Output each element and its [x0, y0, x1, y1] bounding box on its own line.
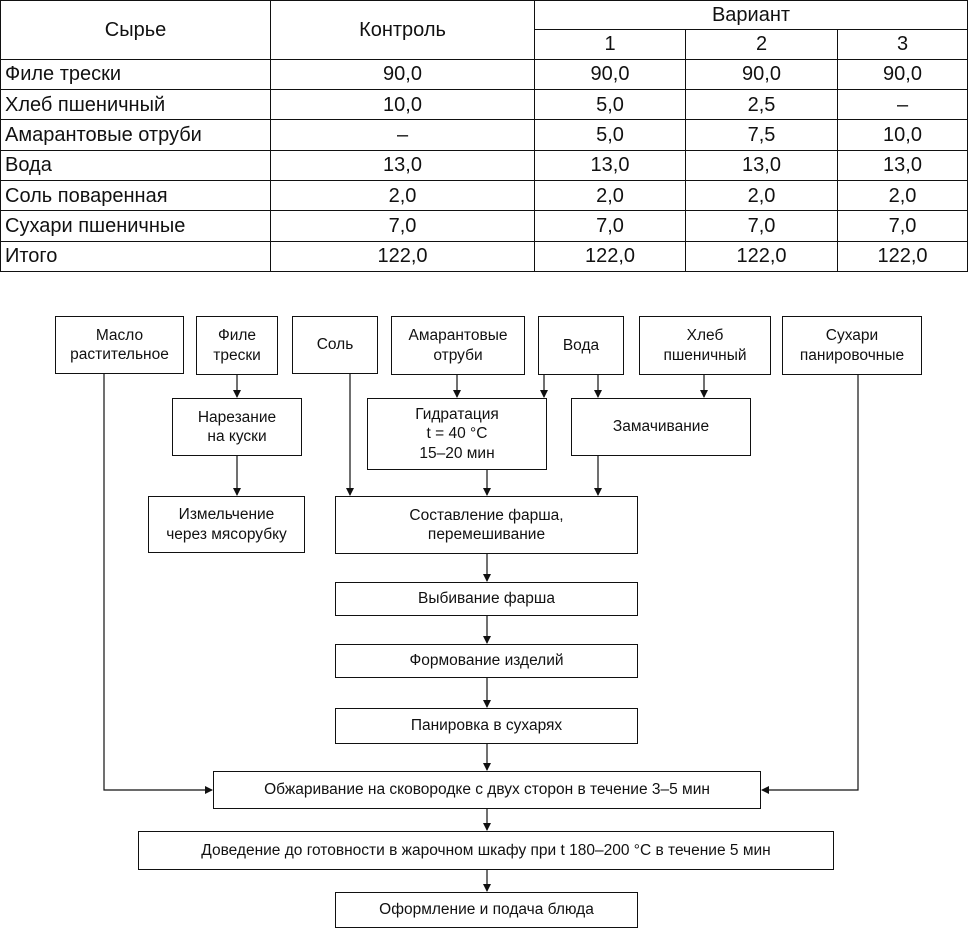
- cell-v3: 7,0: [838, 211, 968, 241]
- row-name: Амарантовые отруби: [1, 120, 271, 150]
- cell-v3: –: [838, 89, 968, 119]
- cell-v2: 7,0: [686, 211, 838, 241]
- step-soaking: Замачивание: [571, 398, 751, 456]
- cell-control: 7,0: [271, 211, 535, 241]
- row-name: Хлеб пшеничный: [1, 89, 271, 119]
- header-variant-2: 2: [686, 30, 838, 59]
- step-serving: Оформление и подача блюда: [335, 892, 638, 928]
- cell-v1: 90,0: [535, 59, 686, 89]
- cell-v3: 2,0: [838, 180, 968, 210]
- cell-v2: 13,0: [686, 150, 838, 180]
- cell-v3: 122,0: [838, 241, 968, 271]
- cell-v2: 2,0: [686, 180, 838, 210]
- input-bread: Хлеб пшеничный: [639, 316, 771, 375]
- header-variant-1: 1: [535, 30, 686, 59]
- row-name: Вода: [1, 150, 271, 180]
- input-cod: Филе трески: [196, 316, 278, 375]
- cell-v1: 13,0: [535, 150, 686, 180]
- cell-control: 2,0: [271, 180, 535, 210]
- step-cutting: Нарезание на куски: [172, 398, 302, 456]
- step-beating: Выбивание фарша: [335, 582, 638, 616]
- cell-v1: 2,0: [535, 180, 686, 210]
- cell-control: 13,0: [271, 150, 535, 180]
- step-breading: Панировка в сухарях: [335, 708, 638, 744]
- cell-v3: 13,0: [838, 150, 968, 180]
- row-name: Сухари пшеничные: [1, 211, 271, 241]
- row-name: Соль поваренная: [1, 180, 271, 210]
- header-variant: Вариант: [535, 1, 968, 30]
- cell-v2: 2,5: [686, 89, 838, 119]
- step-hydration: Гидратация t = 40 °С 15–20 мин: [367, 398, 547, 470]
- cell-v3: 90,0: [838, 59, 968, 89]
- cell-v1: 5,0: [535, 89, 686, 119]
- cell-v2: 122,0: [686, 241, 838, 271]
- step-frying: Обжаривание на сковородке с двух сторон в течение 3–5 мин: [213, 771, 761, 809]
- cell-v2: 90,0: [686, 59, 838, 89]
- input-salt: Соль: [292, 316, 378, 374]
- row-name: Итого: [1, 241, 271, 271]
- cell-control: 122,0: [271, 241, 535, 271]
- step-forming: Формование изделий: [335, 644, 638, 678]
- row-name: Филе трески: [1, 59, 271, 89]
- header-raw: Сырье: [1, 1, 271, 60]
- step-mincing: Измельчение через мясорубку: [148, 496, 305, 553]
- cell-v1: 5,0: [535, 120, 686, 150]
- input-oil: Масло растительное: [55, 316, 184, 374]
- header-control: Контроль: [271, 1, 535, 60]
- cell-v1: 122,0: [535, 241, 686, 271]
- input-crumbs: Сухари панировочные: [782, 316, 922, 375]
- cell-v2: 7,5: [686, 120, 838, 150]
- cell-control: –: [271, 120, 535, 150]
- step-finishing: Доведение до готовности в жарочном шкафу при t 180–200 °С в течение 5 мин: [138, 831, 834, 870]
- input-amaranth: Амарантовые отруби: [391, 316, 525, 375]
- header-variant-3: 3: [838, 30, 968, 59]
- arrow-crumbs-frying: [762, 375, 858, 790]
- step-mixing: Составление фарша, перемешивание: [335, 496, 638, 554]
- input-water: Вода: [538, 316, 624, 375]
- cell-v3: 10,0: [838, 120, 968, 150]
- cell-v1: 7,0: [535, 211, 686, 241]
- cell-control: 10,0: [271, 89, 535, 119]
- cell-control: 90,0: [271, 59, 535, 89]
